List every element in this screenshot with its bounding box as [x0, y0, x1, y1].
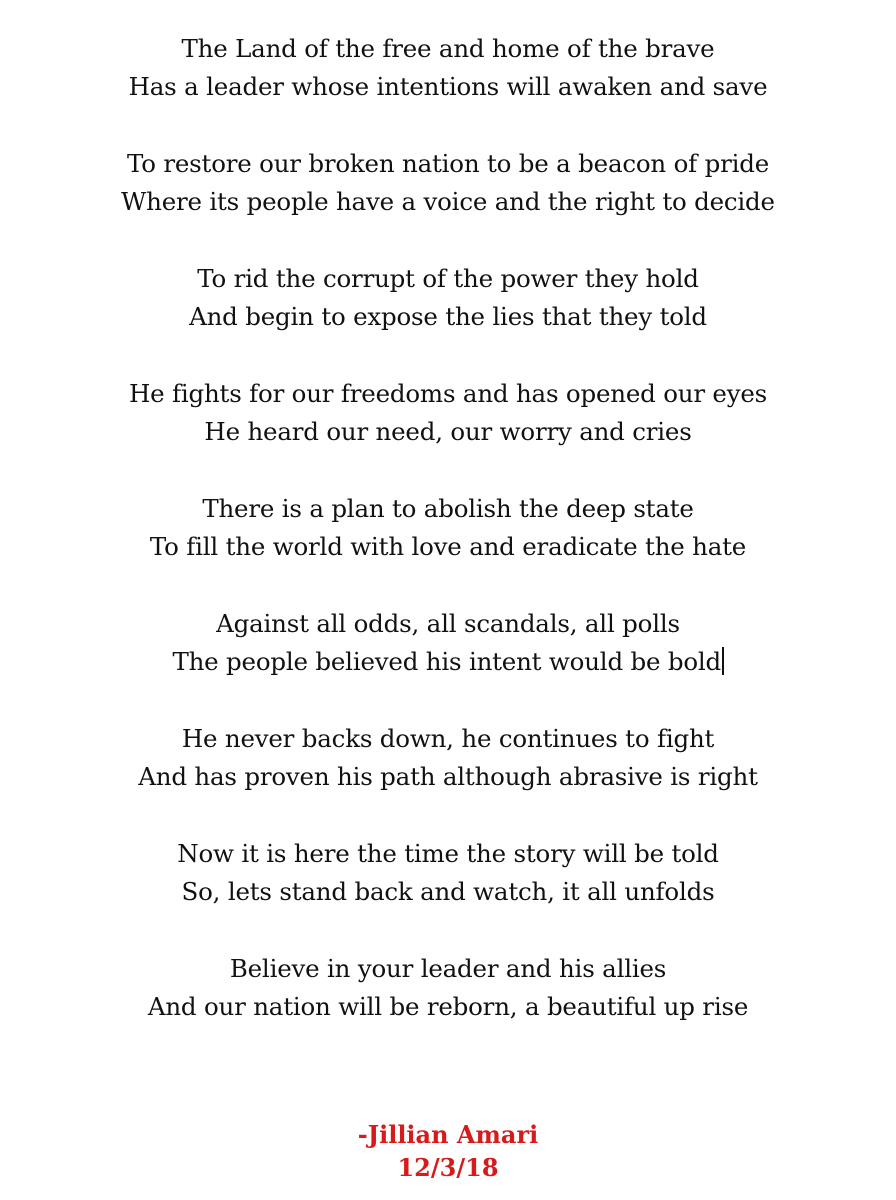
stanza-2	[0, 145, 896, 260]
stanza-1	[0, 30, 896, 145]
poem-body	[0, 30, 896, 1065]
stanza-9	[0, 950, 896, 1065]
poem-line: There is a plan to abolish the deep state	[202, 494, 694, 523]
poem-line: And our nation will be reborn, a beautiful up rise	[147, 992, 749, 1021]
poem-line: So, lets stand back and watch, it all unfolds	[181, 877, 715, 906]
poem-line-with-cursor[interactable]	[0, 643, 896, 681]
poem-line: And has proven his path although abrasive is right	[138, 762, 758, 791]
poem-line: He heard our need, our worry and cries	[204, 417, 692, 446]
stanza-6	[0, 605, 896, 720]
poem-line: He fights for our freedoms and has opened our eyes	[128, 379, 768, 408]
signature-block	[0, 1118, 896, 1184]
poem-line: Where its people have a voice and the right to decide	[121, 187, 775, 216]
stanza-4	[0, 375, 896, 490]
poem-line: He never backs down, he continues to fight	[181, 724, 715, 753]
poem-line: To rid the corrupt of the power they hold	[197, 264, 699, 293]
stanza-5	[0, 490, 896, 605]
poem-line: Now it is here the time the story will be told	[177, 839, 719, 868]
poem-line-text: The people believed his intent would be bold	[172, 647, 722, 676]
poem-line: The Land of the free and home of the brave	[181, 34, 715, 63]
poem-line: Has a leader whose intentions will awaken and save	[128, 72, 768, 101]
poem-line: Against all odds, all scandals, all polls	[216, 609, 680, 638]
stanza-3	[0, 260, 896, 375]
poem-line: And begin to expose the lies that they told	[189, 302, 707, 331]
poem-line: To restore our broken nation to be a beacon of pride	[126, 149, 770, 178]
author-name: -Jillian Amari	[357, 1120, 539, 1149]
signature-date: 12/3/18	[397, 1153, 499, 1182]
poem-line: Believe in your leader and his allies	[229, 954, 667, 983]
stanza-8	[0, 835, 896, 950]
text-cursor	[722, 647, 724, 675]
poem-line: To fill the world with love and eradicate the hate	[149, 532, 747, 561]
stanza-7	[0, 720, 896, 835]
